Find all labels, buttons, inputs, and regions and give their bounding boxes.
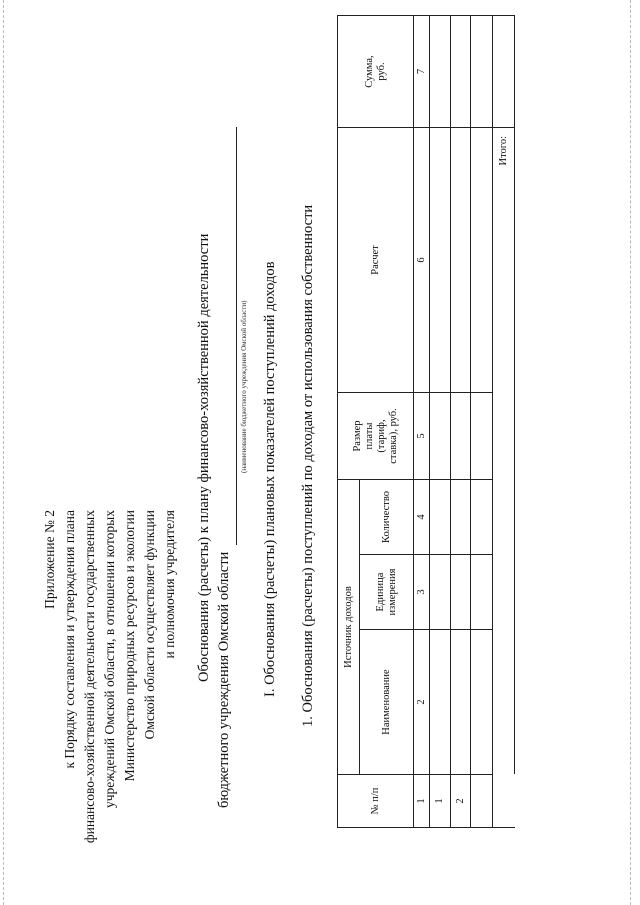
empty-cell <box>471 555 493 630</box>
total-sum <box>493 16 515 128</box>
index-cell: 6 <box>414 128 430 393</box>
empty-cell <box>451 480 471 555</box>
empty-cell <box>471 480 493 555</box>
header-calculation: Расчет <box>338 128 414 393</box>
index-cell: 7 <box>414 16 430 128</box>
table-row <box>451 16 471 828</box>
document-title: Обоснования (расчеты) к плану финансово-хозяйственной деятельности <box>196 233 212 682</box>
empty-cell <box>471 16 493 128</box>
header-income-source: Источник доходов <box>338 480 360 775</box>
appendix-line: учреждений Омской области, в отношении которых <box>102 510 117 809</box>
empty-cell <box>471 393 493 480</box>
appendix-line: Приложение № 2 <box>42 510 57 609</box>
index-row <box>414 16 430 828</box>
document-title-line2: бюджетного учреждения Омской области <box>216 551 232 808</box>
empty-cell <box>451 16 471 128</box>
appendix-line: финансово-хозяйственной деятельности государственных <box>82 510 97 844</box>
total-spacer <box>493 775 515 828</box>
index-cell: 3 <box>414 555 430 630</box>
empty-cell <box>430 393 451 480</box>
index-cell: 5 <box>414 393 430 480</box>
appendix-line: к Порядку составления и утверждения плана <box>62 510 77 769</box>
index-cell: 4 <box>414 480 430 555</box>
empty-cell <box>430 480 451 555</box>
index-cell: 2 <box>414 630 430 775</box>
row-num: 2 <box>451 775 471 828</box>
empty-cell <box>471 630 493 775</box>
total-row <box>493 16 515 828</box>
table-row <box>471 16 493 828</box>
header-sum: Сумма, руб. <box>338 16 414 128</box>
header-unit: Единица измерения <box>360 555 414 630</box>
table-row <box>430 16 451 828</box>
index-cell: 1 <box>414 775 430 828</box>
empty-cell <box>451 555 471 630</box>
header-rate: Размер платы (тариф, ставка), руб. <box>338 393 414 480</box>
income-table <box>337 15 515 828</box>
total-label: Итого: <box>493 128 515 775</box>
subsection-heading: 1. Обоснования (расчеты) поступлений по доходам от использования собственности <box>300 204 316 727</box>
empty-cell <box>451 128 471 393</box>
header-quantity: Количество <box>360 480 414 555</box>
header-num: № п/п <box>338 775 414 828</box>
empty-cell <box>430 555 451 630</box>
institution-name-caption: (наименование бюджетного учреждения Омской области) <box>240 300 248 473</box>
empty-cell <box>471 128 493 393</box>
empty-cell <box>430 630 451 775</box>
appendix-line: Министерство природных ресурсов и экологии <box>122 510 137 782</box>
appendix-line: Омской области осуществляет функции <box>142 510 157 740</box>
section-heading: I. Обоснования (расчеты) плановых показателей поступлений доходов <box>262 261 278 697</box>
empty-cell <box>430 128 451 393</box>
institution-name-rule <box>236 127 237 545</box>
header-name: Наименование <box>360 630 414 775</box>
empty-cell <box>451 630 471 775</box>
empty-cell <box>471 775 493 828</box>
row-num: 1 <box>430 775 451 828</box>
empty-cell <box>430 16 451 128</box>
empty-cell <box>451 393 471 480</box>
appendix-line: и полномочия учредителя <box>162 510 177 659</box>
